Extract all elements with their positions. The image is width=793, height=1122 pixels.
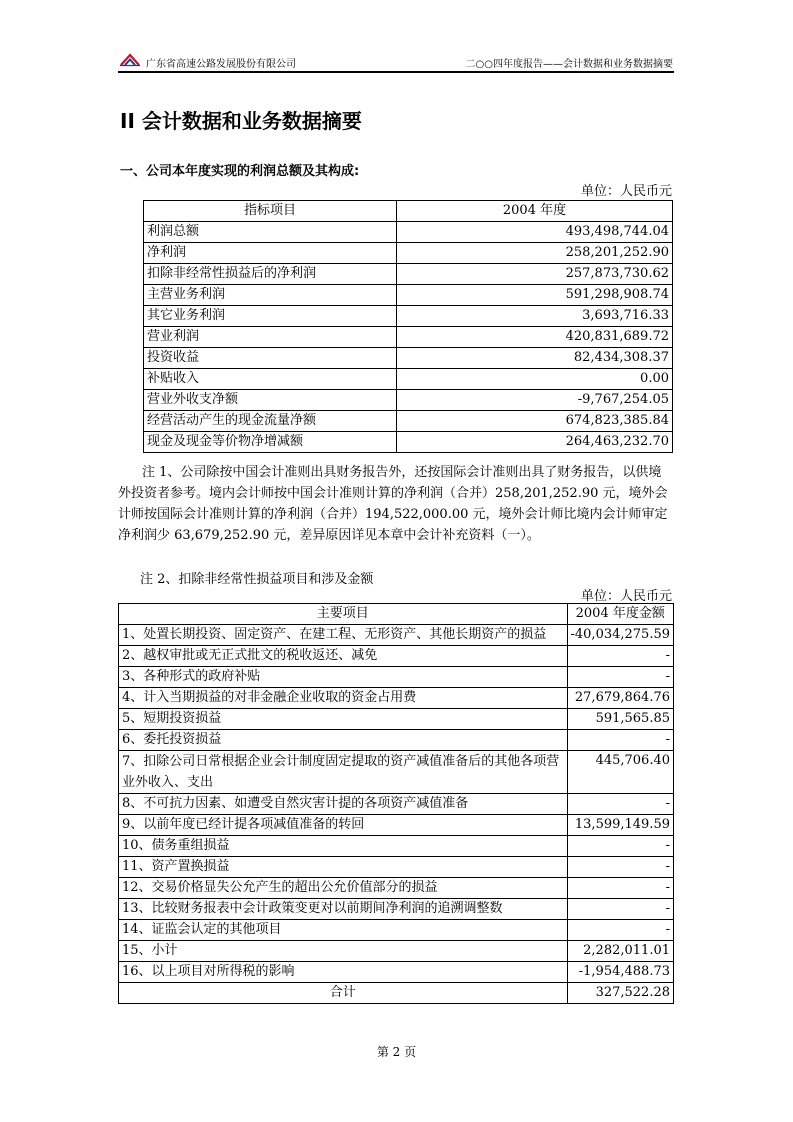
table-row [144, 369, 673, 390]
row-value: 445,706.40 [567, 751, 674, 794]
table-row [144, 243, 673, 264]
row-value: - [567, 646, 674, 667]
row-value: - [567, 836, 674, 857]
row-value: 2,282,011.01 [567, 941, 674, 962]
row-value: 258,201,252.90 [397, 243, 673, 264]
row-value: 82,434,308.37 [397, 348, 673, 369]
row-item: 5、短期投资损益 [119, 709, 568, 730]
table-row [119, 709, 674, 730]
row-item: 净利润 [144, 243, 397, 264]
total-label: 合计 [119, 983, 568, 1004]
note-1: 注 1、公司除按中国会计准则出具财务报告外，还按国际会计准则出具了财务报告，以供境外投资者参考。境内会计师按中国会计准则计算的净利润（合并）258,201,252.90 元，境外会计师按国际会计准则计算的净利润（合并）194,522,000.00 元，境外会计师比境内会计师审定净利润少 63,679,252.90 元，差异原因详见本章中会计补充资料（一）。 [118, 465, 668, 543]
row-item: 3、各种形式的政府补贴 [119, 667, 568, 688]
row-value: 3,693,716.33 [397, 306, 673, 327]
col-header-item: 指标项目 [144, 201, 397, 222]
row-value: - [567, 730, 674, 751]
row-item: 10、债务重组损益 [119, 836, 568, 857]
row-item: 14、证监会认定的其他项目 [119, 920, 568, 941]
row-item: 2、越权审批或无正式批文的税收返还、减免 [119, 646, 568, 667]
table-row [144, 411, 673, 432]
table-row [144, 285, 673, 306]
row-item: 补贴收入 [144, 369, 397, 390]
row-value: - [567, 878, 674, 899]
profit-table [143, 200, 673, 453]
row-item: 16、以上项目对所得税的影响 [119, 962, 568, 983]
company-logo-icon [120, 53, 140, 67]
col-header-amount: 2004 年度金额 [567, 604, 674, 625]
row-item: 9、以前年度已经计提各项减值准备的转回 [119, 815, 568, 836]
table-row [144, 327, 673, 348]
row-item: 利润总额 [144, 222, 397, 243]
row-value: - [567, 899, 674, 920]
table-header-row [119, 604, 674, 625]
row-item: 6、委托投资损益 [119, 730, 568, 751]
table-row [119, 794, 674, 815]
header-divider [118, 71, 674, 73]
chapter-title: II 会计数据和业务数据摘要 [120, 109, 362, 133]
row-value: - [567, 857, 674, 878]
total-row [119, 983, 674, 1004]
row-item: 13、比较财务报表中会计政策变更对以前期间净利润的追溯调整数 [119, 899, 568, 920]
row-item: 12、交易价格显失公允产生的超出公允价值部分的损益 [119, 878, 568, 899]
row-value: - [567, 667, 674, 688]
non-recurring-table [118, 603, 674, 1004]
row-value: 13,599,149.59 [567, 815, 674, 836]
section2-unit: 单位：人民币元 [580, 589, 672, 604]
table-row [144, 264, 673, 285]
total-value: 327,522.28 [567, 983, 674, 1004]
header-company: 广东省高速公路发展股份有限公司 [146, 59, 296, 70]
header-report-title: 二○○四年度报告——会计数据和业务数据摘要 [465, 59, 673, 70]
table-row [119, 941, 674, 962]
table-row [119, 920, 674, 941]
row-item: 营业利润 [144, 327, 397, 348]
table-row [144, 348, 673, 369]
row-item: 1、处置长期投资、固定资产、在建工程、无形资产、其他长期资产的损益 [119, 625, 568, 646]
row-item: 营业外收支净额 [144, 390, 397, 411]
page-number: 第 2 页 [376, 1045, 417, 1059]
row-item: 4、计入当期损益的对非金融企业收取的资金占用费 [119, 688, 568, 709]
row-item: 其它业务利润 [144, 306, 397, 327]
table-row [119, 899, 674, 920]
table-row [144, 390, 673, 411]
row-value: 0.00 [397, 369, 673, 390]
row-value: 27,679,864.76 [567, 688, 674, 709]
row-value: 591,298,908.74 [397, 285, 673, 306]
row-value: 264,463,232.70 [397, 432, 673, 453]
row-item: 投资收益 [144, 348, 397, 369]
row-value: 591,565.85 [567, 709, 674, 730]
table-row [144, 306, 673, 327]
section2-title: 注 2、扣除非经常性损益项目和涉及金额 [140, 572, 374, 587]
section1-unit: 单位：人民币元 [580, 184, 672, 199]
row-value: -40,034,275.59 [567, 625, 674, 646]
row-value: 674,823,385.84 [397, 411, 673, 432]
row-item: 扣除非经常性损益后的净利润 [144, 264, 397, 285]
row-value: 493,498,744.04 [397, 222, 673, 243]
col-header-year: 2004 年度 [397, 201, 673, 222]
row-value: 257,873,730.62 [397, 264, 673, 285]
table-row [119, 878, 674, 899]
section1-title: 一、公司本年度实现的利润总额及其构成: [120, 164, 360, 179]
table-row [119, 962, 674, 983]
row-item: 11、资产置换损益 [119, 857, 568, 878]
row-value: - [567, 920, 674, 941]
table-row [119, 688, 674, 709]
row-item: 主营业务利润 [144, 285, 397, 306]
col-header-item: 主要项目 [119, 604, 568, 625]
row-item: 15、小计 [119, 941, 568, 962]
table-row [144, 222, 673, 243]
row-value: 420,831,689.72 [397, 327, 673, 348]
table-row [119, 815, 674, 836]
table-header-row [144, 201, 673, 222]
row-item: 7、扣除公司日常根据企业会计制度固定提取的资产减值准备后的其他各项营业外收入、支出 [119, 751, 568, 794]
row-value: - [567, 794, 674, 815]
table-row [119, 667, 674, 688]
table-row [119, 730, 674, 751]
table-row [119, 625, 674, 646]
table-row [119, 857, 674, 878]
row-item: 经营活动产生的现金流量净额 [144, 411, 397, 432]
table-row [119, 646, 674, 667]
row-value: -1,954,488.73 [567, 962, 674, 983]
row-item: 8、不可抗力因素、如遭受自然灾害计提的各项资产减值准备 [119, 794, 568, 815]
table-row [119, 836, 674, 857]
row-item: 现金及现金等价物净增减额 [144, 432, 397, 453]
table-row [119, 751, 674, 794]
table-row [144, 432, 673, 453]
row-value: -9,767,254.05 [397, 390, 673, 411]
